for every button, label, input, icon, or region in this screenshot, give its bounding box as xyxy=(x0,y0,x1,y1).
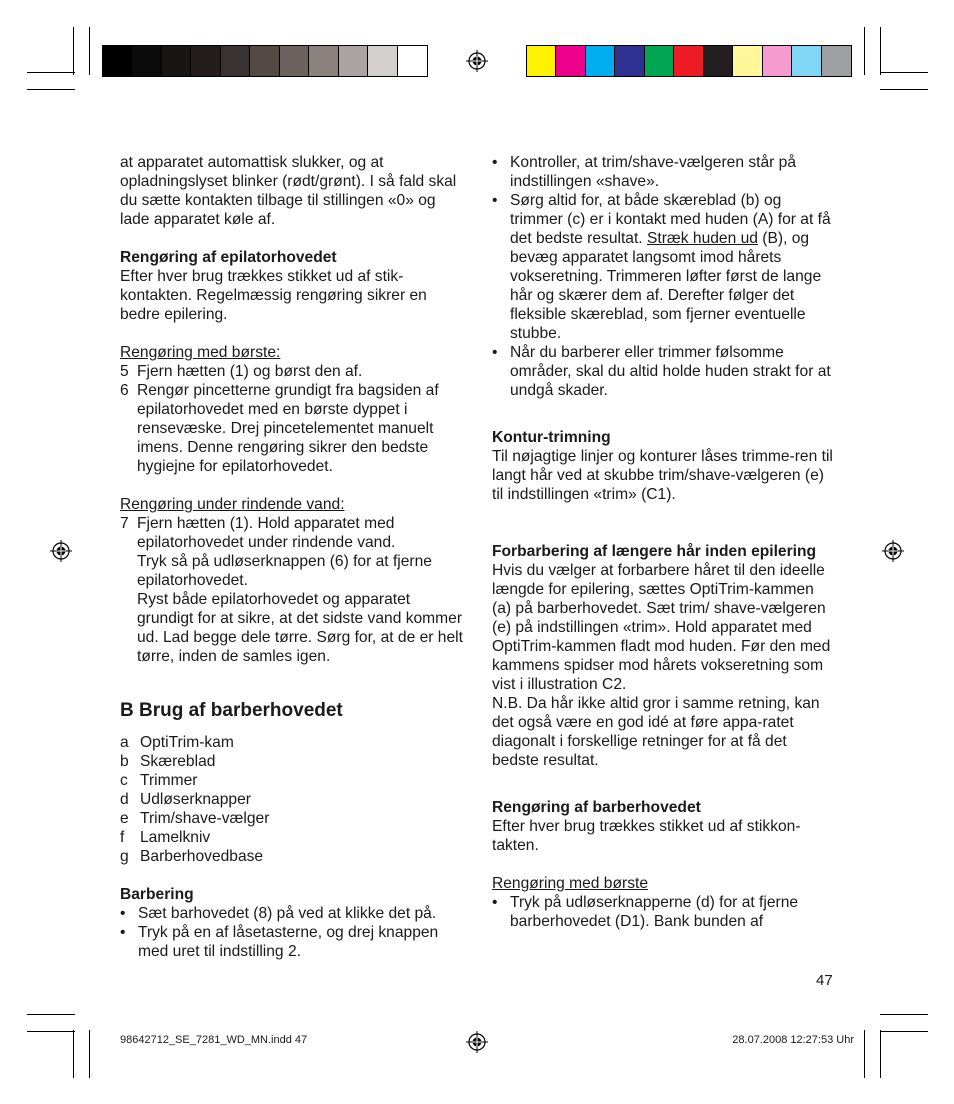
left-column xyxy=(120,153,466,961)
bullet-icon: • xyxy=(120,924,126,941)
color-swatch xyxy=(586,46,615,76)
epilator-cleaning-text: Efter hver brug trækkes stikket ud af stik-kontakten. Regelmæssig rengøring sikrer en bedre epilering. xyxy=(120,268,427,323)
pre-shave-text: Hvis du vælger at forbarbere håret til den ideelle længde for epilering, sættes OptiTrim-kammen (a) på barberhovedet. Sæt trim/ shave-vælgeren (e) på indstillingen «trim». Hold apparatet med OptiTrim-kammen fladt mod huden. Før den med kammens spidser mod hårets vokseretning som vist i illustration C2. xyxy=(492,562,831,693)
bullet-text: Tryk på en af låsetasterne, og drej knappen med uret til indstilling 2. xyxy=(138,924,439,960)
color-swatch xyxy=(250,46,279,76)
crop-mark xyxy=(880,89,928,90)
note-text: N.B. Da hår ikke altid gror i samme retning, kan det også være en god idé at føre appa-ratet diagonalt i forskellige retninger for at få det bedste resultat. xyxy=(492,695,820,769)
step-item xyxy=(120,381,466,476)
color-swatch xyxy=(615,46,644,76)
part-letter: f xyxy=(120,829,125,846)
part-letter: d xyxy=(120,791,129,808)
part-item xyxy=(120,828,466,847)
part-label: Trim/shave-vælger xyxy=(140,810,270,827)
bullet-item xyxy=(492,343,834,400)
page-number: 47 xyxy=(816,972,833,989)
part-label: Trimmer xyxy=(140,772,198,789)
registration-mark-icon xyxy=(466,1031,488,1053)
contour-heading: Kontur-trimning xyxy=(492,429,611,446)
crop-mark xyxy=(880,1031,928,1032)
bullet-text-part: Sørg altid for, at både skæreblad (b) og trimmer (c) er i kontakt med huden (A) for at få det bedste resultat. xyxy=(510,192,831,247)
part-item xyxy=(120,790,466,809)
bullet-icon: • xyxy=(492,894,498,911)
part-item xyxy=(120,809,466,828)
crop-mark xyxy=(880,27,881,75)
part-letter: a xyxy=(120,734,129,751)
stretch-skin-text: Stræk huden ud xyxy=(646,230,758,247)
step-item xyxy=(120,514,466,666)
bullet-icon: • xyxy=(492,344,498,361)
step-item xyxy=(120,362,466,381)
color-swatch xyxy=(704,46,733,76)
bullet-text xyxy=(510,191,834,343)
grayscale-color-bar xyxy=(102,45,428,77)
part-item xyxy=(120,771,466,790)
color-swatch xyxy=(339,46,368,76)
color-swatch xyxy=(792,46,821,76)
step-text: Fjern hætten (1). Hold apparatet med epilatorhovedet under rindende vand. xyxy=(137,515,396,551)
color-swatch xyxy=(191,46,220,76)
contour-text: Til nøjagtige linjer og konturer låses trimme-ren til langt hår ved at skubbe trim/shave-vælgeren (e) til indstillingen «trim» (C1). xyxy=(492,448,833,503)
bullet-icon: • xyxy=(492,154,498,171)
part-letter: e xyxy=(120,810,129,827)
color-swatch xyxy=(556,46,585,76)
section-title: B Brug af barberhovedet xyxy=(120,700,343,721)
parts-list xyxy=(120,733,466,866)
shaver-cleaning-heading: Rengøring af barberhovedet xyxy=(492,799,701,816)
process-color-bar xyxy=(526,45,852,77)
step-number: 7 xyxy=(120,515,129,532)
part-label: Udløserknapper xyxy=(140,791,251,808)
color-swatch xyxy=(674,46,703,76)
bullet-item xyxy=(120,923,466,961)
step-number: 5 xyxy=(120,363,129,380)
crop-mark xyxy=(27,1031,75,1032)
color-swatch xyxy=(132,46,161,76)
step-text: Fjern hætten (1) og børst den af. xyxy=(137,363,363,380)
epilator-cleaning-heading: Rengøring af epilatorhovedet xyxy=(120,249,337,266)
color-swatch xyxy=(527,46,556,76)
bullet-item xyxy=(120,904,466,923)
color-swatch xyxy=(398,46,427,76)
bullet-text: Sæt barhovedet (8) på ved at klikke det på. xyxy=(138,905,437,922)
crop-mark xyxy=(864,27,865,75)
color-swatch xyxy=(103,46,132,76)
crop-mark xyxy=(880,1030,881,1078)
color-swatch xyxy=(763,46,792,76)
water-cleaning-label: Rengøring under rindende vand: xyxy=(120,496,345,513)
footer-datetime: 28.07.2008 12:27:53 Uhr xyxy=(732,1034,854,1046)
step-text: Tryk så på udløserknappen (6) for at fjerne epilatorhovedet. xyxy=(137,553,432,589)
crop-mark xyxy=(89,1030,90,1078)
color-swatch xyxy=(368,46,397,76)
bullet-text: Kontroller, at trim/shave-vælgeren står på indstillingen «shave». xyxy=(510,154,797,190)
shaving-heading: Barbering xyxy=(120,886,194,903)
registration-mark-icon xyxy=(882,540,904,562)
part-label: Skæreblad xyxy=(140,753,216,770)
registration-mark-icon xyxy=(466,50,488,72)
color-swatch xyxy=(221,46,250,76)
color-swatch xyxy=(822,46,851,76)
part-letter: b xyxy=(120,753,129,770)
color-swatch xyxy=(733,46,762,76)
crop-mark xyxy=(880,72,928,73)
crop-mark xyxy=(73,1030,74,1078)
bullet-item xyxy=(492,893,834,931)
part-item xyxy=(120,752,466,771)
part-label: Barberhovedbase xyxy=(140,848,264,865)
registration-mark-icon xyxy=(50,540,72,562)
step-number: 6 xyxy=(120,382,129,399)
brush-cleaning-label: Rengøring med børste xyxy=(492,875,648,892)
part-letter: g xyxy=(120,848,129,865)
footer-file-info: 98642712_SE_7281_WD_MN.indd 47 xyxy=(120,1034,308,1046)
bullet-icon: • xyxy=(492,192,498,209)
bullet-icon: • xyxy=(120,905,126,922)
step-text: Ryst både epilatorhovedet og apparatet grundigt for at sikre, at det sidste vand kommer ud. Lad begge dele tørre. Sørg for, at de er helt tørre, inden de samles igen. xyxy=(137,591,463,665)
part-item xyxy=(120,847,466,866)
crop-mark xyxy=(880,1014,928,1015)
part-item xyxy=(120,733,466,752)
color-swatch xyxy=(645,46,674,76)
crop-mark xyxy=(73,27,74,75)
intro-paragraph: at apparatet automattisk slukker, og at opladningslyset blinker (rødt/grønt). I så fald skal du sætte kontakten tilbage til stillingen «0» og lade apparatet køle af. xyxy=(120,154,457,228)
crop-mark xyxy=(864,1030,865,1078)
color-swatch xyxy=(280,46,309,76)
crop-mark xyxy=(27,72,75,73)
bullet-item xyxy=(492,153,834,191)
crop-mark xyxy=(27,89,75,90)
bullet-text: Tryk på udløserknapperne (d) for at fjerne barberhovedet (D1). Bank bunden af xyxy=(510,894,799,930)
crop-mark xyxy=(89,27,90,75)
bullet-text-part: (B), og bevæg apparatet langsomt imod hårets vokseretning. Trimmeren løfter først de lange hår og skærer dem af. Derefter følger det fleksible skæreblad, som fjerner eventuelle stubbe. xyxy=(510,230,822,342)
right-column xyxy=(492,153,834,931)
crop-mark xyxy=(27,1014,75,1015)
part-letter: c xyxy=(120,772,128,789)
bullet-text: Når du barberer eller trimmer følsomme områder, skal du altid holde huden strakt for at undgå skader. xyxy=(510,344,831,399)
bullet-item xyxy=(492,191,834,343)
step-text: Rengør pincetterne grundigt fra bagsiden af epilatorhovedet med en børste dyppet i rensevæske. Drej pincetelementet manuelt imens. Denne rengøring sikrer den bedste hygiejne for epilatorhovedet. xyxy=(137,382,439,475)
color-swatch xyxy=(309,46,338,76)
shaver-cleaning-text: Efter hver brug trækkes stikket ud af stikkon-takten. xyxy=(492,818,801,854)
part-label: Lamelkniv xyxy=(140,829,211,846)
part-label: OptiTrim-kam xyxy=(140,734,234,751)
brush-cleaning-label: Rengøring med børste: xyxy=(120,344,281,361)
pre-shave-heading: Forbarbering af længere hår inden epilering xyxy=(492,543,817,560)
color-swatch xyxy=(162,46,191,76)
